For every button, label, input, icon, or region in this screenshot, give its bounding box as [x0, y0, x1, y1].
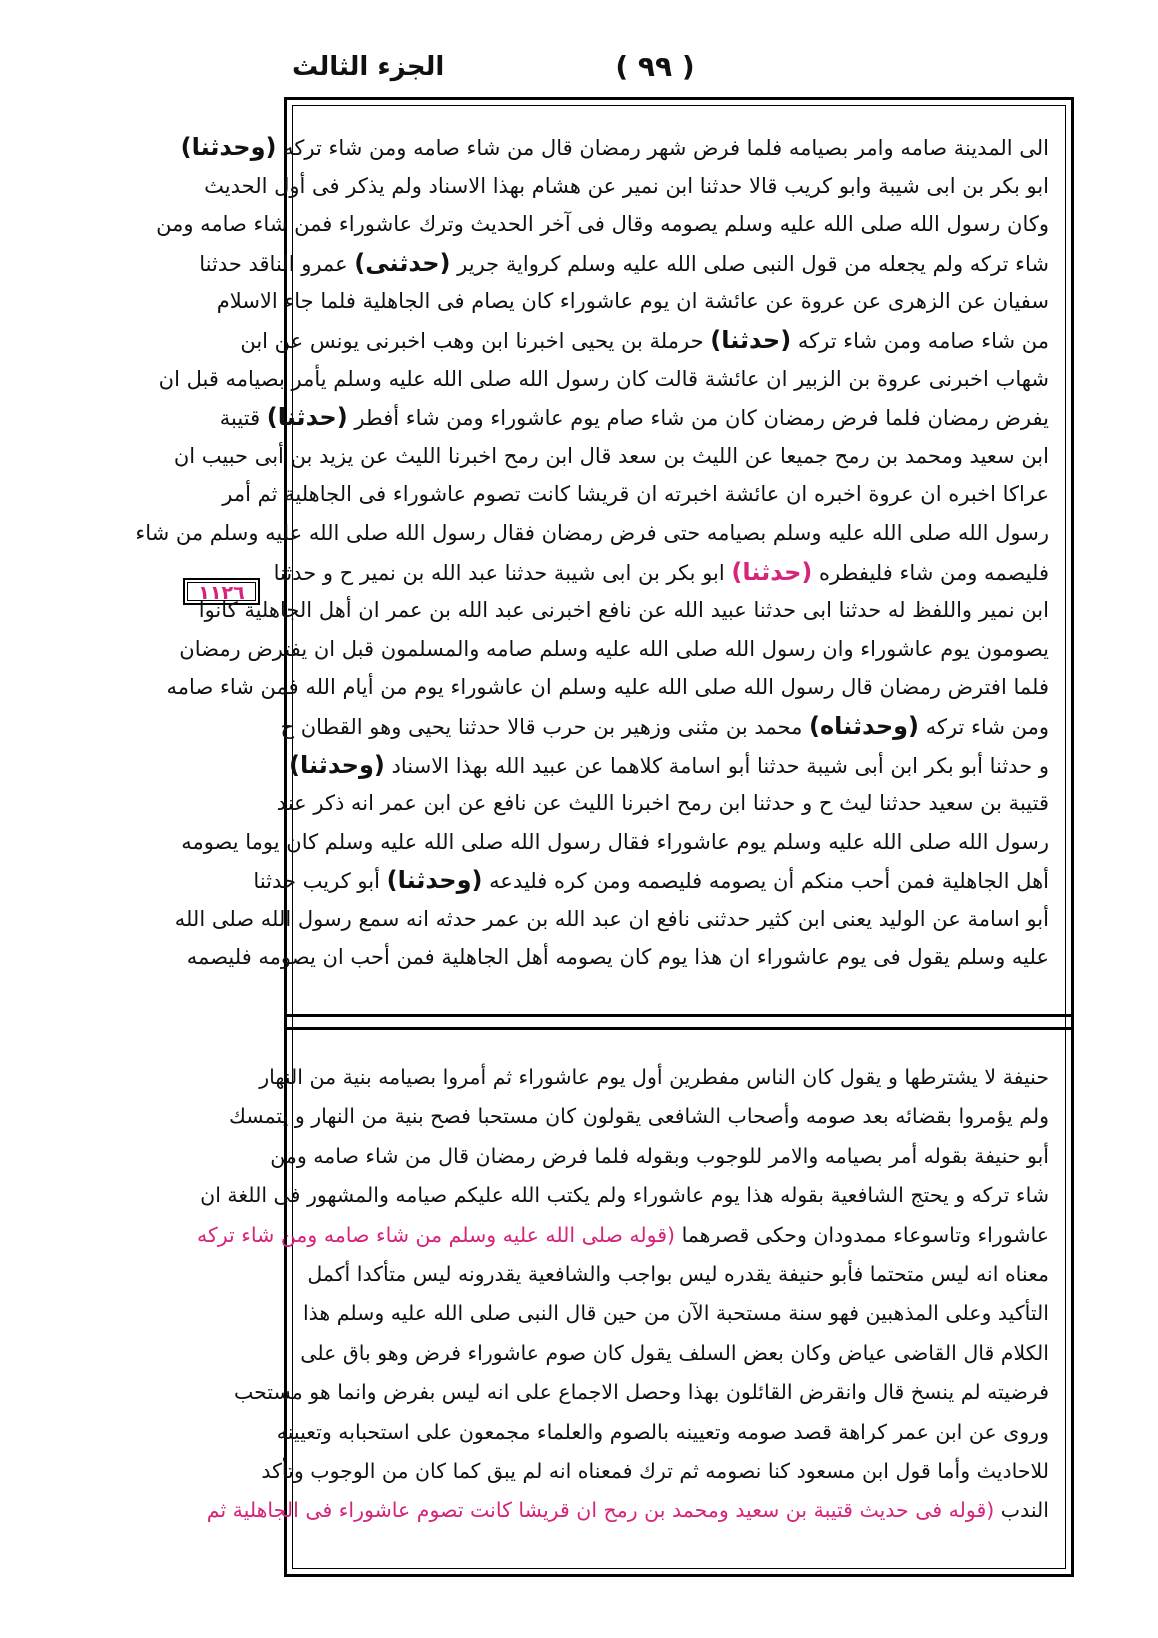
text-segment: وكان رسول الله صلى الله عليه وسلم يصومه وقال فى آخر الحديث وترك عاشوراء فمن شاء صامه ومن: [156, 212, 1049, 237]
text-segment: عمرو الناقد حدثنا: [199, 251, 355, 276]
text-segment: ابن نمير واللفظ له حدثنا ابى حدثنا عبيد الله عن نافع اخبرنى عبد الله بن عمر ان أهل الجاهلية كانوا: [198, 598, 1049, 623]
text-segment: ابن سعيد ومحمد بن رمح جميعا عن الليث بن سعد قال ابن رمح اخبرنا الليث عن يزيد بن أبى حبيب ان: [173, 443, 1049, 468]
commentary-line: [229, 1097, 1049, 1136]
margin-hadith-number-text: ١١٢٦: [187, 582, 256, 601]
hadith-line: [179, 630, 1049, 669]
text-segment: أبو حنيفة بقوله أمر بصيامه والامر للوجوب وبقوله فلما فرض رمضان قال من شاء صامه ومن: [270, 1143, 1049, 1168]
text-segment: يصومون يوم عاشوراء وان رسول الله صلى الله عليه وسلم صامه والمسلمون قبل ان يفترض رمضان: [179, 636, 1049, 661]
text-segment: شاء تركه ولم يجعله من قول النبى صلى الله عليه وسلم كرواية جرير: [450, 251, 1049, 276]
text-segment: ابو بكر بن ابى شيبة وابو كريب قالا حدثنا ابن نمير عن هشام بهذا الاسناد ولم يذكر فى أول الحديث: [204, 173, 1049, 198]
text-segment: فليصمه ومن شاء فليفطره: [812, 560, 1049, 585]
text-segment: أهل الجاهلية فمن أحب منكم أن يصومه فليصمه ومن كره فليدعه: [482, 869, 1049, 894]
hadith-line: [199, 244, 1049, 283]
text-segment: يفرض رمضان فلما فرض رمضان كان من شاء صام يوم عاشوراء ومن شاء أفطر: [347, 406, 1049, 431]
commentary-text-block: [196, 1058, 1049, 1531]
text-segment: أبو اسامة عن الوليد يعنى ابن كثير حدثنى نافع ان عبد الله بن عمر حدثه انه سمع رسول الله صلى الله: [174, 906, 1049, 931]
hadith-line: [276, 784, 1049, 823]
text-segment: ولم يؤمروا بقضائه بعد صومه وأصحاب الشافعى يقولون كان مستحبا فصح بنية من النهار و يتمسك: [229, 1104, 1049, 1129]
text-segment: قتيبة بن سعيد حدثنا ليث ح و حدثنا ابن رمح اخبرنا الليث عن نافع عن ابن عمر انه ذكر عند: [276, 791, 1049, 816]
emphasized-phrase: (حدثنا): [266, 403, 348, 432]
commentary-line: [200, 1176, 1049, 1215]
hadith-line: [216, 282, 1049, 321]
emphasized-phrase: (وحدثنا): [180, 133, 277, 161]
commentary-line: [261, 1452, 1049, 1491]
text-segment: شاء تركه و يحتج الشافعية بقوله هذا يوم عاشوراء ولم يكتب الله عليكم صيامه والمشهور فى اللغة ان: [200, 1183, 1049, 1208]
hadith-line: [186, 938, 1049, 977]
text-segment: من شاء صامه ومن شاء تركه: [791, 328, 1049, 353]
text-segment: رسول الله صلى الله عليه وسلم يوم عاشوراء فقال رسول الله صلى الله عليه وسلم كان يوما يصومه: [181, 829, 1049, 854]
text-segment: الندب: [994, 1498, 1049, 1523]
text-segment: ابو بكر بن ابى شيبة حدثنا عبد الله بن نمير ح و حدثنا: [273, 560, 732, 585]
commentary-line: [300, 1334, 1049, 1373]
text-segment: معناه انه ليس متحتما فأبو حنيفة يقدره ليس بواجب والشافعية يقدرونه ليس متأكدا أكمل: [307, 1261, 1049, 1286]
text-segment: حرملة بن يحيى اخبرنا ابن وهب اخبرنى يونس عن ابن: [240, 328, 711, 353]
section-divider: [287, 1014, 1071, 1030]
text-segment: الى المدينة صامه وامر بصيامه فلما فرض شهر رمضان قال من شاء صامه ومن شاء تركه: [276, 136, 1049, 160]
hadith-line: [204, 167, 1049, 206]
text-segment: عليه وسلم يقول فى يوم عاشوراء ان هذا يوم كان يصومه أهل الجاهلية فمن أحب ان يصومه فليصمه: [186, 945, 1049, 970]
emphasized-phrase: (حدثنا): [710, 325, 792, 354]
commentary-line: [233, 1373, 1049, 1412]
hadith-line: [289, 746, 1049, 785]
hadith-line: [156, 205, 1049, 244]
text-segment: حنيفة لا يشترطها و يقول كان الناس مفطرين أول يوم عاشوراء ثم أمروا بصيامه بنية من النهار: [259, 1065, 1049, 1089]
commentary-line: [259, 1058, 1049, 1097]
text-segment: فرضيته لم ينسخ قال وانقرض القائلون بهذا وحصل الاجماع على انه ليس بفرض وانما هو مستحب: [233, 1380, 1049, 1405]
text-segment: التأكيد وعلى المذهبين فهو سنة مستحبة الآن من حين قال النبى صلى الله عليه وسلم هذا: [302, 1301, 1049, 1326]
emphasized-phrase: (قوله فى: [908, 1498, 995, 1523]
text-segment: أبو كريب حدثنا: [253, 869, 387, 894]
text-segment: سفيان عن الزهرى عن عروة عن عائشة ان يوم عاشوراء كان يصام فى الجاهلية فلما جاء الاسلام: [216, 289, 1049, 314]
emphasized-phrase: (حدثنا): [731, 557, 813, 586]
hadith-line: [174, 900, 1049, 939]
commentary-line: [270, 1137, 1049, 1176]
hadith-line: [166, 668, 1049, 707]
running-title: الجزء الثالث: [292, 52, 445, 82]
hadith-line: [180, 128, 1049, 167]
emphasized-phrase: (وحدثناه): [809, 711, 920, 740]
text-segment: رسول الله صلى الله عليه وسلم بصيامه حتى فرض رمضان فقال رسول الله صلى الله عليه وسلم من شاء: [135, 520, 1049, 545]
text-segment: شهاب اخبرنى عروة بن الزبير ان عائشة قالت كان رسول الله صلى الله عليه وسلم يأمر بصيامه قبل ان: [158, 366, 1049, 391]
text-segment: عاشوراء وتاسوعاء ممدودان وحكى قصرهما: [675, 1222, 1049, 1247]
commentary-line: [302, 1294, 1049, 1333]
text-segment: للاحاديث وأما قول ابن مسعود كنا نصومه ثم ترك فمعناه انه لم يبق كما كان من الوجوب وتأكد: [261, 1458, 1049, 1483]
text-segment: و حدثنا أبو بكر ابن أبى شيبة حدثنا أبو اسامة كلاهما عن عبيد الله بهذا الاسناد: [384, 753, 1049, 778]
text-segment: محمد بن مثنى وزهير بن حرب قالا حدثنا يحيى وهو القطان ح: [280, 714, 810, 739]
emphasized-phrase: (وحدثنا): [289, 750, 385, 779]
text-segment: عراكا اخبره ان عروة اخبره ان عائشة اخبرته ان قريشا كانت تصوم عاشوراء فى الجاهلية ثم أمر: [222, 482, 1049, 507]
text-segment: وروى عن ابن عمر كراهة قصد صومه وتعيينه بالصوم والعلماء مجمعون على استحبابه وتعيينه: [276, 1419, 1049, 1444]
hadith-line: [158, 360, 1049, 399]
hadith-line: [135, 514, 1049, 553]
emphasized-phrase: (حدثنى): [354, 248, 451, 277]
emphasized-phrase: (قوله صلى الله عليه وسلم من شاء صامه ومن شاء تركه: [196, 1222, 676, 1247]
hadith-line: [280, 707, 1049, 746]
hadith-line: [181, 823, 1049, 862]
emphasized-phrase: (وحدثنا): [386, 866, 483, 895]
text-segment: قتيبة: [219, 406, 267, 431]
emphasized-phrase: حديث قتيبة بن سعيد ومحمد بن رمح ان قريشا كانت تصوم عاشوراء فى الجاهلية ثم: [206, 1498, 909, 1523]
commentary-line: [206, 1491, 1049, 1530]
hadith-line: [173, 437, 1049, 476]
hadith-line: [273, 553, 1049, 592]
hadith-line: [219, 398, 1049, 437]
hadith-line: [253, 861, 1049, 900]
text-segment: الكلام قال القاضى عياض وكان بعض السلف يقول كان صوم عاشوراء فرض وهو باق على: [300, 1340, 1049, 1365]
text-segment: ومن شاء تركه: [919, 714, 1049, 739]
commentary-line: [196, 1216, 1049, 1255]
page-number: ( ٩٩ ): [615, 50, 695, 83]
commentary-line: [276, 1413, 1049, 1452]
commentary-line: [309, 1255, 1049, 1294]
text-segment: فلما افترض رمضان قال رسول الله صلى الله عليه وسلم ان عاشوراء يوم من أيام الله فمن شاء صامه: [166, 675, 1049, 700]
hadith-line: [222, 475, 1049, 514]
page-header: [0, 48, 1158, 98]
hadith-line: [240, 321, 1049, 360]
